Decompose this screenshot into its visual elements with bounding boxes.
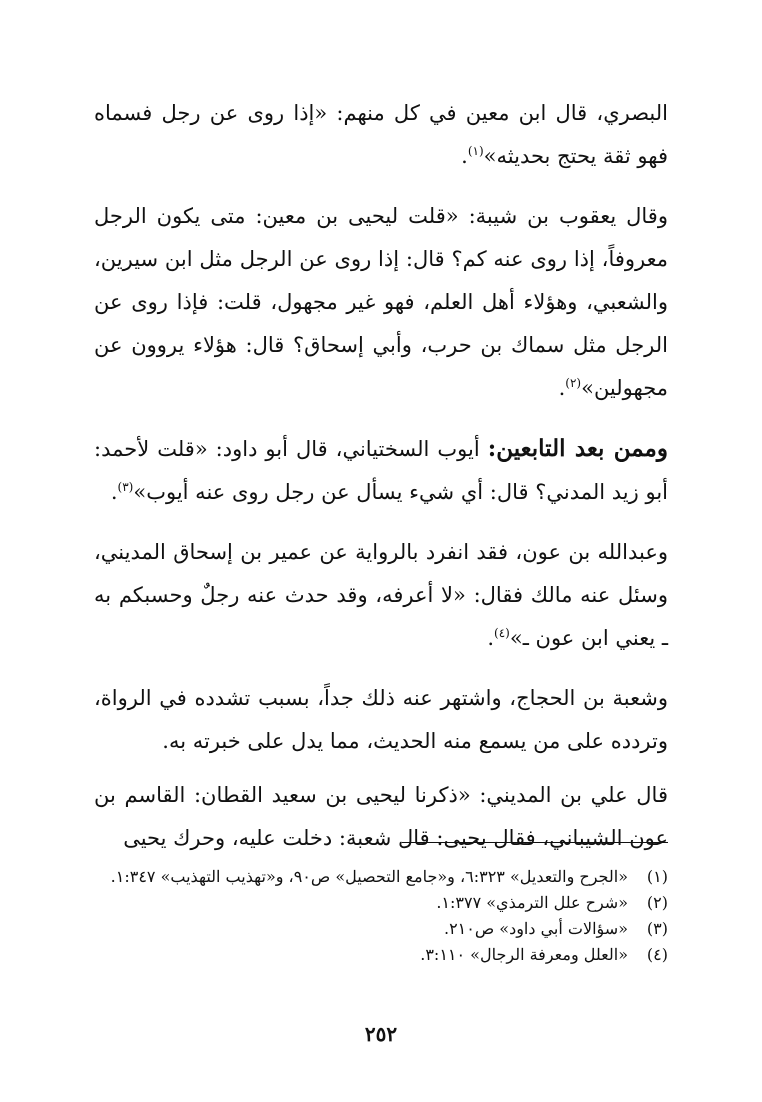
footnote-3 [94,916,668,942]
paragraph-text: البصري، قال ابن معين في كل منهم: «إذا روى عن رجل فسماه فهو ثقة يحتج بحديثه» [94,101,668,168]
footnote-divider [402,842,668,843]
footnote-4 [94,942,668,968]
footnote-number: (٤) [646,945,668,964]
footnote-ref: (٣) [117,480,134,494]
paragraph-text: وشعبة بن الحجاج، واشتهر عنه ذلك جداً، بسبب تشدده في الرواة، وتردده على من يسمع منه الحديث، مما يدل على خبرته به. [94,686,668,753]
paragraph-text: وقال يعقوب بن شيبة: «قلت ليحيى بن معين: متى يكون الرجل معروفاً، إذا روى عنه كم؟ قال: إذا روى عن الرجل مثل ابن سيرين، والشعبي، وهؤلاء أهل العلم، فهو غير مجهول، قلت: فإذا روى عن الرجل مثل سماك بن حرب، وأبي إسحاق؟ قال: هؤلاء يروون عن مجهولين» [94,204,668,400]
paragraph-4: وعبدالله بن عون، فقد انفرد بالرواية عن عمير بن إسحاق المديني، وسئل عنه مالك فقال: «لا أعرفه، وقد حدث عنه رجلٌ وحسبكم به ـ يعني ابن عون ـ»$^{(٤)}$. [94,540,668,650]
footnote-text: «شرح علل الترمذي» ١:٣٧٧. [436,893,628,912]
paragraph-text: أيوب السختياني، قال أبو داود: «قلت لأحمد: أبو زيد المدني؟ قال: أي شيء يسأل عن رجل روى عنه أيوب» [94,437,668,504]
footnote-2 [94,890,668,916]
footnotes [94,864,668,968]
paragraph-1: البصري، قال ابن معين في كل منهم: «إذا روى عن رجل فسماه فهو ثقة يحتج بحديثه»$^{(١)}$. [94,101,668,168]
paragraph-5 [94,677,668,763]
footnote-text: «سؤالات أبي داود» ص٢١٠. [443,919,628,938]
paragraph-6 [94,774,668,860]
footnote-text: «الجرح والتعديل» ٦:٣٢٣، و«جامع التحصيل» ص٩٠، و«تهذيب التهذيب» ١:٣٤٧. [110,867,628,886]
paragraph-3: وممن بعد التابعين: أيوب السختياني، قال أبو داود: «قلت لأحمد: أبو زيد المدني؟ قال: أي شيء يسأل عن رجل روى عنه أيوب»$^{(٣)}$. [94,435,668,504]
paragraph-text: وعبدالله بن عون، فقد انفرد بالرواية عن عمير بن إسحاق المديني، وسئل عنه مالك فقال: «لا أعرفه، وقد حدث عنه رجلٌ وحسبكم به ـ يعني ابن عون ـ» [94,540,668,650]
paragraph-text: قال علي بن المديني: «ذكرنا ليحيى بن سعيد القطان: القاسم بن عون الشيباني، فقال يحيى: قال شعبة: دخلت عليه، وحرك يحيى [94,783,668,850]
paragraph-2: وقال يعقوب بن شيبة: «قلت ليحيى بن معين: متى يكون الرجل معروفاً، إذا روى عنه كم؟ قال: إذا روى عن الرجل مثل ابن سيرين، والشعبي، وهؤلاء أهل العلم، فهو غير مجهول، قلت: فإذا روى عن الرجل مثل سماك بن حرب، وأبي إسحاق؟ قال: هؤلاء يروون عن مجهولين»$^{(٢)}$. [94,204,668,400]
footnote-text: «العلل ومعرفة الرجال» ٣:١١٠. [420,945,628,964]
footnote-number: (٢) [646,893,668,912]
section-lead: وممن بعد التابعين: [487,435,668,462]
footnote-number: (٣) [646,919,668,938]
footnote-number: (١) [646,867,668,886]
page-number: ٢٥٢ [364,1022,398,1046]
main-text [94,92,668,877]
footnote-ref: (١) [467,144,484,158]
footnote-1 [94,864,668,890]
footnote-ref: (٤) [494,626,510,640]
footnote-ref: (٢) [565,376,582,390]
